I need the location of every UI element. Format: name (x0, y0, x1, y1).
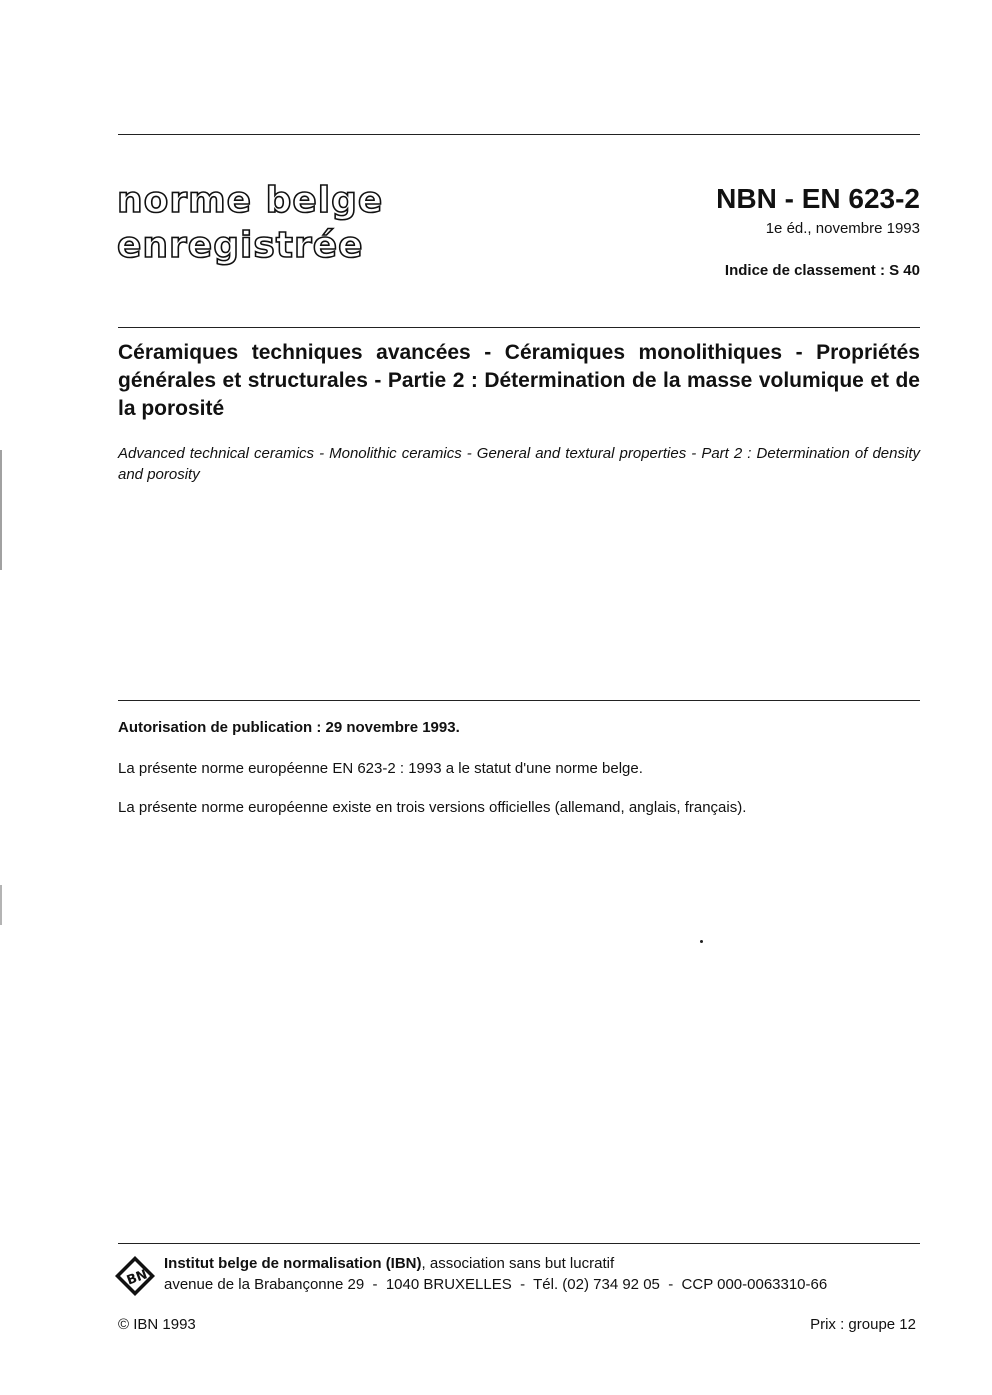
norme-belge-label: norme belge (117, 180, 384, 221)
classification-index: Indice de classement : S 40 (724, 262, 920, 279)
french-title: Céramiques techniques avancées - Céramiques monolithiques - Propriétés générales et structurales - Partie 2 : Détermination de la masse volumique et de la porosité (118, 341, 920, 420)
enregistree-label: enregistrée (117, 225, 364, 266)
institute-suffix: , association sans but lucratif (421, 1255, 615, 1272)
margin-mark (0, 885, 2, 925)
margin-mark (0, 450, 2, 570)
institute-line (164, 1255, 614, 1272)
versions-paragraph: La présente norme européenne existe en trois versions officielles (allemand, anglais, français). (118, 799, 747, 816)
status-paragraph: La présente norme européenne EN 623-2 : 1993 a le statut d'une norme belge. (118, 760, 643, 777)
footer-rule (118, 1243, 920, 1244)
svg-text:BN: BN (124, 1267, 150, 1289)
institute-address: avenue de la Brabançonne 29 - 1040 BRUXELLES - Tél. (02) 734 92 05 - CCP 000-0063310-66 (164, 1276, 828, 1293)
title-rule (118, 327, 920, 328)
standard-number: NBN - EN 623-2 (716, 183, 920, 214)
price-group: Prix : groupe 12 (810, 1316, 916, 1333)
english-title: Advanced technical ceramics - Monolithic ceramics - General and textural properties - Part 2 : Determination of density and porosity (118, 445, 920, 483)
ibn-logo-icon (114, 1255, 156, 1297)
institute-name: Institut belge de normalisation (IBN) (164, 1255, 422, 1272)
publication-authorization: Autorisation de publication : 29 novembre 1993. (118, 719, 460, 736)
scan-speck (700, 940, 703, 943)
body-rule (118, 700, 920, 701)
edition-date: 1e éd., novembre 1993 (765, 220, 920, 237)
top-rule (118, 134, 920, 135)
copyright-notice: © IBN 1993 (118, 1316, 196, 1333)
